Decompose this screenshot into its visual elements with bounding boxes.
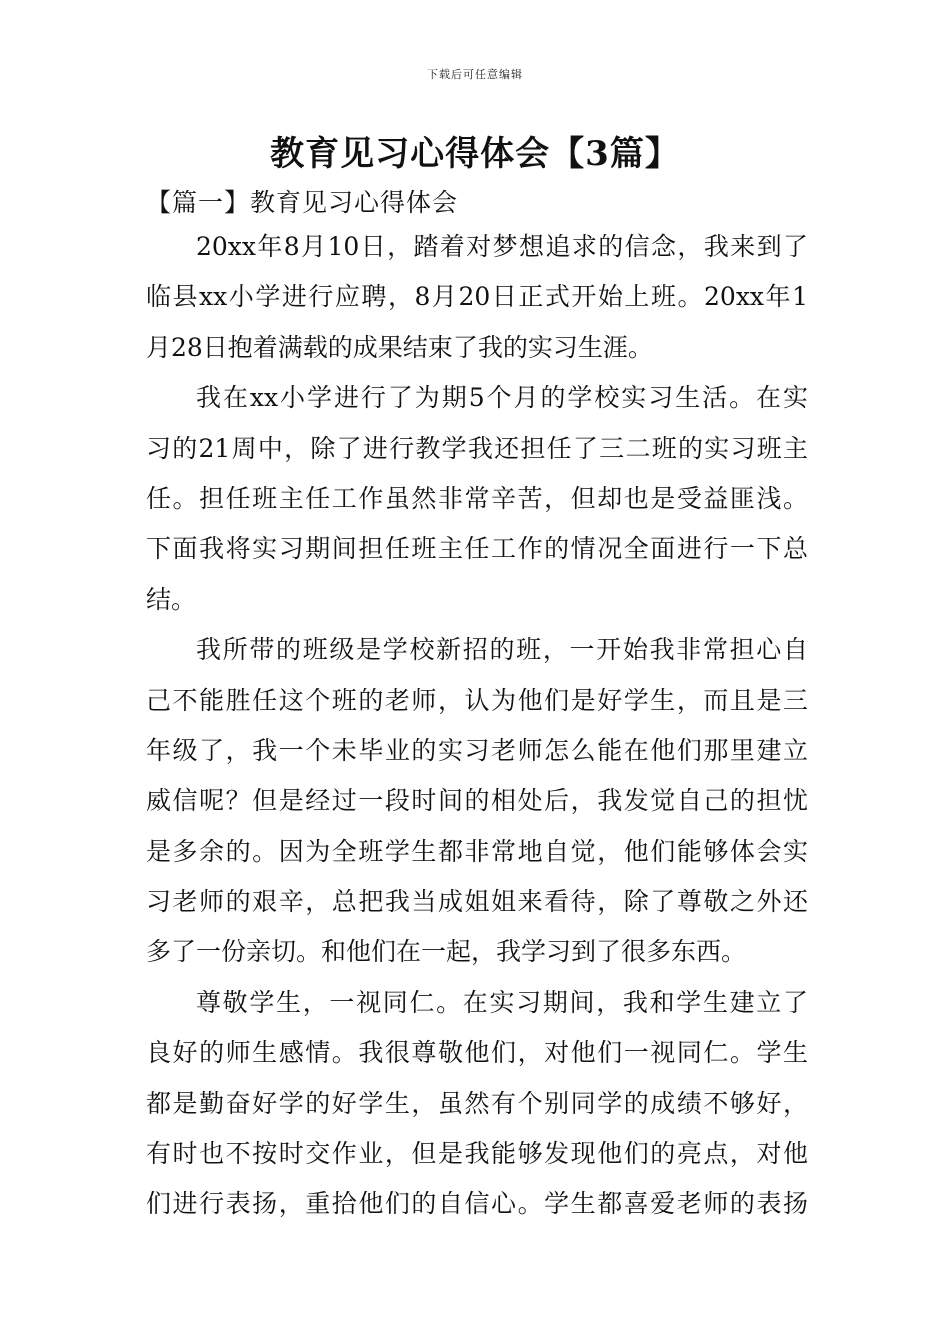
header-note: 下载后可任意编辑 <box>427 68 523 81</box>
text-line: 我在xx小学进行了为期5个月的学校实习生活。在实 <box>196 383 808 413</box>
text-line: 多了一份亲切。和他们在一起，我学习到了很多东西。 <box>146 937 747 967</box>
text-line: 都是勤奋好学的好学生，虽然有个别同学的成绩不够好， <box>146 1088 808 1118</box>
text-line: 我所带的班级是学校新招的班，一开始我非常担心自 <box>196 635 808 665</box>
text-line: 临县xx小学进行应聘，8月20日正式开始上班。20xx年1 <box>146 282 808 312</box>
document-title: 教育见习心得体会【3篇】 <box>270 134 680 174</box>
text-line: 月28日抱着满载的成果结束了我的实习生涯。 <box>146 332 653 362</box>
text-line: 年级了，我一个未毕业的实习老师怎么能在他们那里建立 <box>146 735 808 765</box>
text-line: 们进行表扬，重拾他们的自信心。学生都喜爱老师的表扬 <box>146 1189 808 1219</box>
text-line: 有时也不按时交作业，但是我能够发现他们的亮点，对他 <box>146 1139 808 1169</box>
text-line: 任。担任班主任工作虽然非常辛苦，但却也是受益匪浅。 <box>146 483 808 513</box>
text-line: 威信呢？但是经过一段时间的相处后，我发觉自己的担忧 <box>146 786 808 816</box>
text-line: 20xx年8月10日，踏着对梦想追求的信念，我来到了 <box>196 232 808 261</box>
text-line: 习的21周中，除了进行教学我还担任了三二班的实习班主 <box>146 433 808 463</box>
text-line: 良好的师生感情。我很尊敬他们，对他们一视同仁。学生 <box>146 1038 808 1068</box>
body-text <box>146 222 808 1230</box>
text-line: 结。 <box>146 584 197 614</box>
text-line: 尊敬学生，一视同仁。在实习期间，我和学生建立了 <box>196 987 808 1017</box>
text-line: 己不能胜任这个班的老师，认为他们是好学生，而且是三 <box>146 685 808 715</box>
text-line: 习老师的艰辛，总把我当成姐姐来看待，除了尊敬之外还 <box>146 887 808 917</box>
text-line: 下面我将实习期间担任班主任工作的情况全面进行一下总 <box>146 534 808 564</box>
section-heading: 【篇一】教育见习心得体会 <box>146 188 459 217</box>
text-line: 是多余的。因为全班学生都非常地自觉，他们能够体会实 <box>146 836 808 866</box>
